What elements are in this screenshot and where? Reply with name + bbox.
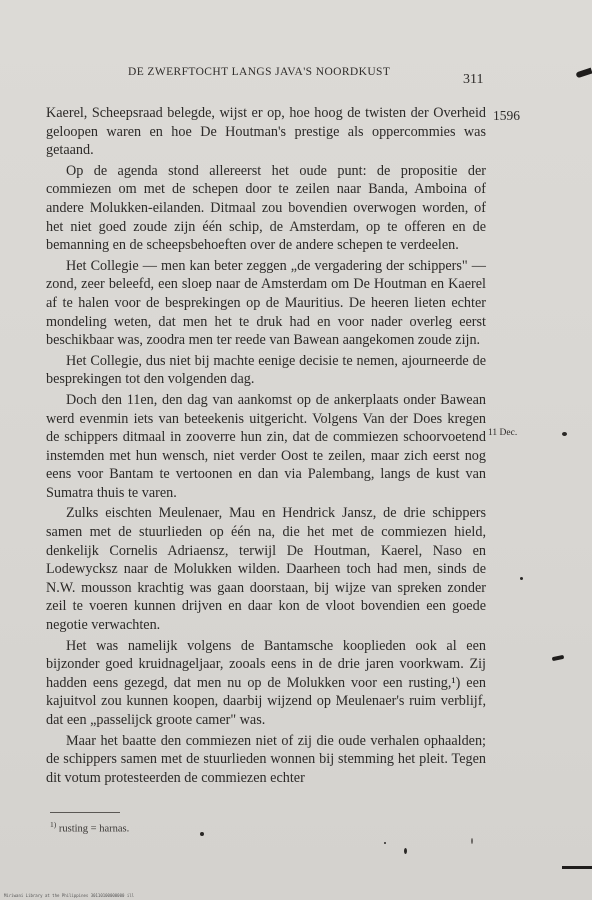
- running-title: DE ZWERFTOCHT LANGS JAVA'S NOORDKUST: [128, 66, 391, 78]
- scan-footer: Miriwani Library at the Philippines 30110100000000 ill: [4, 893, 135, 898]
- speck: [404, 848, 407, 854]
- page-number: 311: [463, 72, 484, 87]
- paragraph: Het Collegie — men kan beter zeggen „de vergadering der schippers" — zond, zeer beleefd, een sloep naar de Amsterdam om De Houtman en Kaerel af te halen voor de besprekingen op de Mauritius. De heeren lieten echter mondeling weten, dat men het te druk had en voor nader overleg eerst beschikbaar was, zoodra men ter reede van Bawean aangekomen zoude zijn.: [46, 257, 486, 349]
- footnote: [50, 820, 129, 835]
- speck: [200, 832, 204, 836]
- paragraph: Kaerel, Scheepsraad belegde, wijst er op, hoe hoog de twisten der Overheid geloopen waren en hoe De Houtman's prestige als oppercommies was getaand.: [46, 105, 486, 159]
- footnote-marker: 1): [50, 820, 57, 829]
- paragraph: Het Collegie, dus niet bij machte eenige decisie te nemen, ajourneerde de besprekingen tot den volgenden dag.: [46, 352, 486, 388]
- speck: [471, 838, 473, 844]
- paragraph: Maar het baatte den commiezen niet of zij die oude verhalen ophaalden; de schippers samen met de stuurlieden wonnen bij stemming het pleit. Tegen dit votum protesteerden de commiezen echter: [46, 732, 486, 786]
- body-text: [46, 104, 486, 789]
- edge-mark: [575, 68, 592, 79]
- speck: [384, 842, 386, 844]
- speck: [562, 432, 567, 436]
- paragraph: Doch den 11en, den dag van aankomst op de ankerplaats onder Bawean werd evenmin iets van beteekenis uitgericht. Volgens Van der Does kregen de schippers ditmaal in zooverre hun zin, dat de commiezen schoorvoetend instemden met hun wensch, niet verder Oost te zeilen, maar zich eerst nog eens voor Bantam te vertoonen en dan via Palembang, langs de kust van Sumatra thuis te varen.: [46, 391, 486, 501]
- footnote-rule: [50, 812, 120, 813]
- paragraph: Het was namelijk volgens de Bantamsche kooplieden ook al een bijzonder goed kruidnageljaar, zooals eens in de drie jaren voorkwam. Zij hadden eens gezegd, dat men nu op de Molukken voor een rusting,¹) een kajuitvol zou kunnen koopen, daarbij wijzend op Meulenaer's ruim verblijf, dat een „passelijck groote camer" was.: [46, 637, 486, 728]
- edge-mark: [552, 655, 565, 661]
- paragraph: Zulks eischten Meulenaer, Mau en Hendrick Jansz, de drie schippers samen met de stuurlieden op één na, die het met de commiezen hield, denkelijk Cornelis Adriaensz, terwijl De Houtman, Kaerel, Naso en Lodewycksz naar de Molukken wilden. Daarheen toch had men, sinds de N.W. mousson krachtig was gaan doorstaan, bij wijze van spreken zonder zeil te voeren kunnen drijven en daar kon de vloot bovendien een goede negotie verwachten.: [46, 505, 486, 634]
- paragraph: Op de agenda stond allereerst het oude punt: de propositie der commiezen om met de schepen door te zeilen naar Banda, Amboina of andere Molukken-eilanden. Ditmaal zou bovendien overwogen worden, of het niet goed zoude zijn één schip, de Amsterdam, op te offeren en de bemanning en de scheepsbehoeften over de andere schepen te verdeelen.: [46, 162, 486, 254]
- edge-mark: [562, 866, 592, 869]
- speck: [520, 577, 523, 580]
- margin-note-date: 11 Dec.: [488, 428, 518, 438]
- footnote-text: rusting = harnas.: [58, 823, 130, 835]
- margin-note-year: 1596: [493, 108, 520, 123]
